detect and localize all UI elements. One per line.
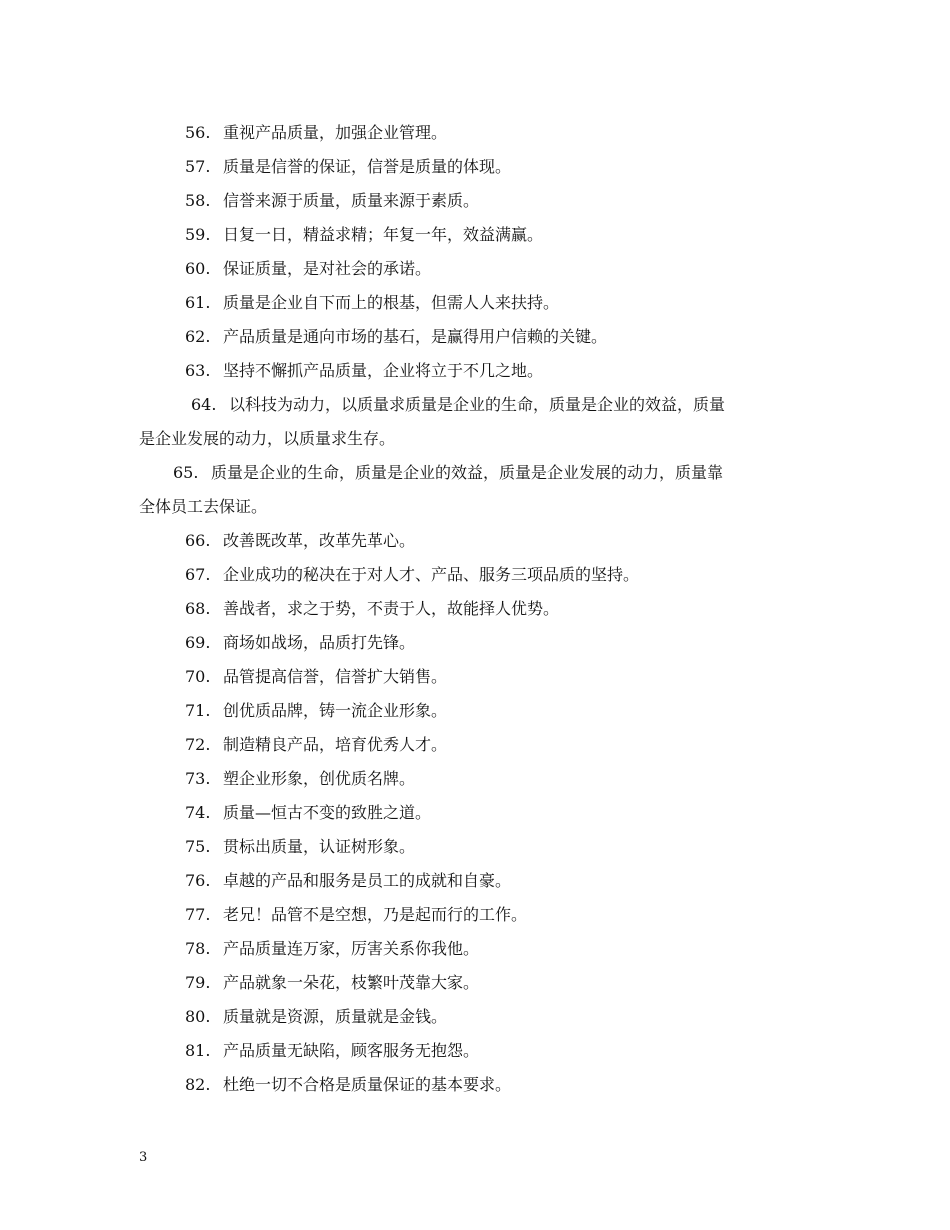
item-number: 57.	[185, 157, 211, 176]
list-item	[139, 592, 819, 626]
item-number: 77.	[185, 905, 211, 924]
item-number: 61.	[185, 293, 211, 312]
list-item	[139, 660, 819, 694]
list-item-wrapped-second-line	[139, 422, 819, 456]
list-item	[139, 864, 819, 898]
item-number: 76.	[185, 871, 211, 890]
item-text: 保证质量，是对社会的承诺。	[223, 259, 432, 278]
item-number: 82.	[185, 1075, 211, 1094]
item-number: 60.	[185, 259, 211, 278]
list-item	[139, 1068, 819, 1102]
list-item	[139, 966, 819, 1000]
item-text: 创优质品牌，铸一流企业形象。	[223, 701, 448, 720]
item-number: 71.	[185, 701, 211, 720]
list-item	[139, 558, 819, 592]
list-item	[139, 626, 819, 660]
item-text: 质量是信誉的保证，信誉是质量的体现。	[223, 157, 512, 176]
list-item	[139, 694, 819, 728]
slogan-list	[139, 116, 819, 1102]
list-item	[139, 1034, 819, 1068]
list-item	[139, 898, 819, 932]
item-number: 58.	[185, 191, 211, 210]
list-item	[139, 354, 819, 388]
item-text: 产品质量连万家，厉害关系你我他。	[223, 939, 480, 958]
list-item	[139, 830, 819, 864]
item-number: 70.	[185, 667, 211, 686]
item-number: 66.	[185, 531, 211, 550]
list-item	[139, 728, 819, 762]
list-item	[139, 932, 819, 966]
item-text: 改善既改革，改革先革心。	[223, 531, 416, 550]
item-text: 日复一日，精益求精；年复一年，效益满赢。	[223, 225, 544, 244]
list-item	[139, 218, 819, 252]
item-text: 善战者，求之于势，不责于人，故能择人优势。	[223, 599, 560, 618]
list-item	[139, 1000, 819, 1034]
item-number: 80.	[185, 1007, 211, 1026]
item-number: 69.	[185, 633, 211, 652]
item-text: 产品质量无缺陷，顾客服务无抱怨。	[223, 1041, 480, 1060]
item-number: 79.	[185, 973, 211, 992]
item-text: 坚持不懈抓产品质量，企业将立于不几之地。	[223, 361, 544, 380]
item-number: 68.	[185, 599, 211, 618]
item-number: 81.	[185, 1041, 211, 1060]
item-number: 72.	[185, 735, 211, 754]
item-number: 75.	[185, 837, 211, 856]
list-item-wrapped-first-line	[139, 388, 819, 422]
item-number: 64.	[191, 395, 217, 414]
item-text: 是企业发展的动力，以质量求生存。	[139, 429, 396, 448]
item-text: 塑企业形象，创优质名牌。	[223, 769, 416, 788]
item-text: 产品质量是通向市场的基石，是赢得用户信赖的关键。	[223, 327, 608, 346]
item-number: 67.	[185, 565, 211, 584]
item-text: 老兄！品管不是空想，乃是起而行的工作。	[223, 905, 528, 924]
list-item-wrapped-second-line	[139, 490, 819, 524]
item-text: 品管提高信誉，信誉扩大销售。	[223, 667, 448, 686]
item-text: 全体员工去保证。	[139, 497, 268, 516]
item-text: 产品就象一朵花，枝繁叶茂靠大家。	[223, 973, 480, 992]
list-item	[139, 762, 819, 796]
item-text: 以科技为动力，以质量求质量是企业的生命，质量是企业的效益，质量	[229, 395, 726, 414]
item-text: 质量是企业的生命，质量是企业的效益，质量是企业发展的动力，质量靠	[211, 463, 724, 482]
item-number: 73.	[185, 769, 211, 788]
list-item	[139, 184, 819, 218]
list-item-wrapped-first-line	[139, 456, 819, 490]
list-item	[139, 150, 819, 184]
item-text: 商场如战场，品质打先锋。	[223, 633, 416, 652]
item-text: 贯标出质量，认证树形象。	[223, 837, 416, 856]
item-number: 63.	[185, 361, 211, 380]
item-number: 56.	[185, 123, 211, 142]
item-text: 质量就是资源，质量就是金钱。	[223, 1007, 448, 1026]
list-item	[139, 286, 819, 320]
item-text: 质量—恒古不变的致胜之道。	[223, 803, 432, 822]
list-item	[139, 252, 819, 286]
item-text: 卓越的产品和服务是员工的成就和自豪。	[223, 871, 512, 890]
item-text: 信誉来源于质量，质量来源于素质。	[223, 191, 480, 210]
item-number: 62.	[185, 327, 211, 346]
item-text: 质量是企业自下而上的根基，但需人人来扶持。	[223, 293, 560, 312]
item-number: 78.	[185, 939, 211, 958]
item-text: 杜绝一切不合格是质量保证的基本要求。	[223, 1075, 512, 1094]
list-item	[139, 524, 819, 558]
item-number: 65.	[173, 463, 199, 482]
list-item	[139, 320, 819, 354]
item-number: 74.	[185, 803, 211, 822]
list-item	[139, 796, 819, 830]
item-number: 59.	[185, 225, 211, 244]
item-text: 企业成功的秘决在于对人才、产品、服务三项品质的坚持。	[223, 565, 640, 584]
page-number: 3	[139, 1150, 148, 1165]
list-item	[139, 116, 819, 150]
item-text: 制造精良产品，培育优秀人才。	[223, 735, 448, 754]
item-text: 重视产品质量，加强企业管理。	[223, 123, 448, 142]
